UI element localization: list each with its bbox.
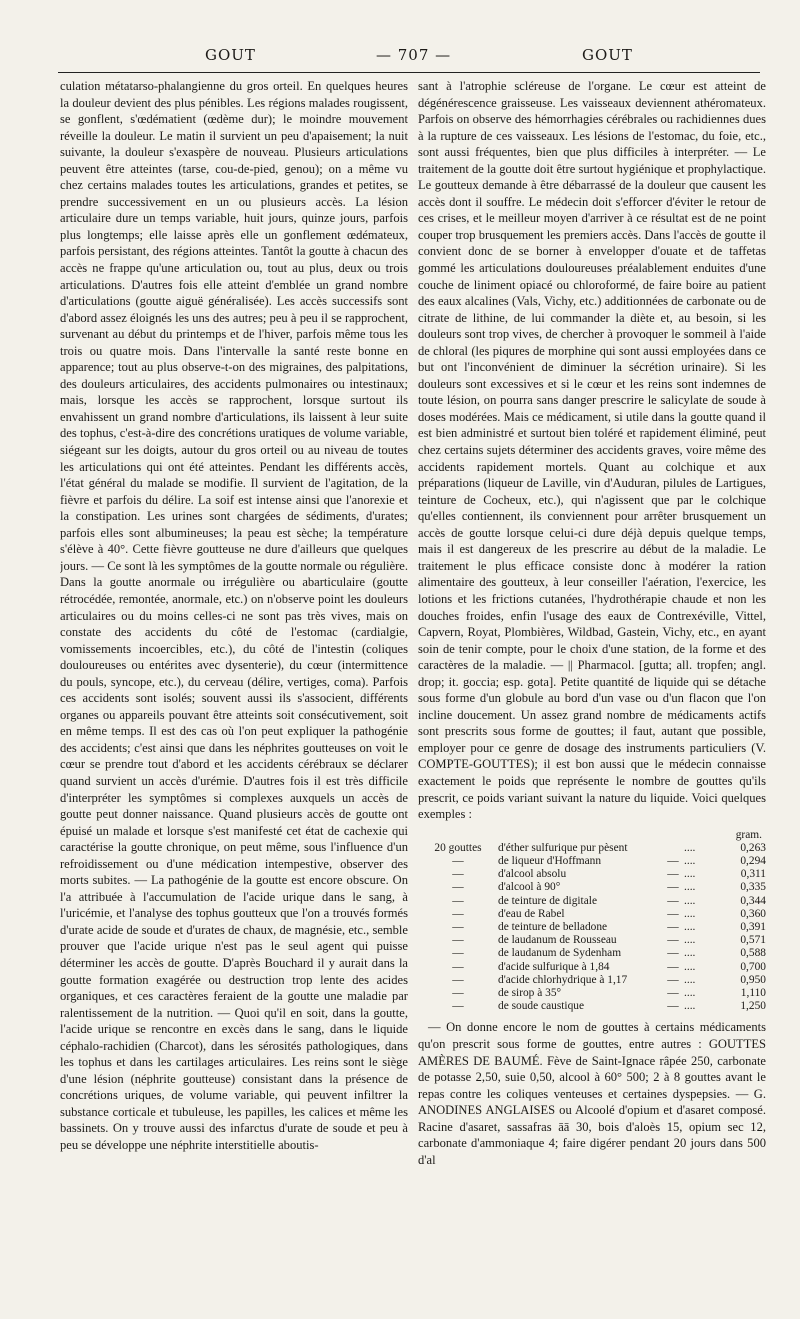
running-head-right: GOUT [582, 46, 633, 64]
drops-row [418, 881, 766, 894]
drops-row-weight: 1,110 [740, 987, 766, 1000]
drops-row-liquid: d'alcool à 90° [498, 881, 561, 894]
drops-row-dots: .... [684, 921, 696, 934]
drops-row-prefix: — [452, 881, 464, 894]
drops-row-dots: .... [684, 947, 696, 960]
drops-row-weight: 0,391 [740, 921, 766, 934]
drops-row [418, 934, 766, 947]
drops-row-dash: — [667, 934, 679, 947]
drops-row-dash: — [667, 960, 679, 973]
drops-row-dash: — [667, 855, 679, 868]
drops-row-weight: 0,588 [740, 947, 766, 960]
drops-row-prefix: — [452, 855, 464, 868]
drops-row [418, 908, 766, 921]
drops-row-liquid: de soude caustique [498, 1000, 585, 1013]
drops-row-dots: .... [684, 868, 696, 881]
drops-row-dash: — [667, 881, 679, 894]
drops-row-liquid: de teinture de belladone [498, 921, 608, 934]
drops-row-dash: — [667, 921, 679, 934]
drops-row-prefix: — [452, 987, 464, 1000]
drops-unit-label: gram. [735, 828, 762, 841]
running-head-left: GOUT [205, 46, 256, 64]
drops-row-weight: 0,950 [740, 973, 766, 986]
drops-row [418, 842, 766, 855]
drops-row-dash: — [667, 868, 679, 881]
drops-row [418, 987, 766, 1000]
drops-row-weight: 0,700 [740, 960, 766, 973]
drops-row-dash: — [667, 894, 679, 907]
drops-row-prefix: — [452, 868, 464, 881]
drops-row-liquid: d'alcool absolu [498, 868, 567, 881]
page-number: — 707 — [376, 46, 452, 64]
drops-row-prefix: — [452, 960, 464, 973]
drops-row-weight: 0,263 [740, 841, 766, 854]
left-column-text: culation métatarso-phalangienne du gros orteil. En quelques heures la douleur devient des plus pénibles. Les régions malades rougissent, se gonflent, s'œdématient (œdème dur); le moindre mouvement réveille la douleur. Le matin il survient un peu d'apaisement; la nuit suivante, la douleur s'exaspère de nouveau. Plusieurs articulations peuvent être atteintes (tarse, cou-de-pied, genou); on a même vu chez certains malades toutes les articulations, grandes et petites, se prendre successivement en un ou plusieurs accès. La lésion articulaire dure un temps variable, huit jours, quinze jours, parfois plus longtemps; elle laisse après elle un gonflement œdémateux, parfois persistant, des régions atteintes. Tantôt la goutte à chacun des accès ne frappe qu'une articulation ou, tout au plus, deux ou trois articulations. D'autres fois elle atteint d'emblée un grand nombre d'articulations (goutte aiguë généralisée). Les accès successifs sont d'abord assez éloignés les uns des autres; peu à peu il se rapprochent, survenant au début du printemps et de l'hiver, parfois même tous les trois ou quatre mois. Dans l'intervalle la santé reste bonne en apparence; tout au plus observe-t-on des migraines, des palpitations, des douleurs articulaires, des accidents pulmonaires ou intestinaux; mais, lorsque les accès se rapprochent, lorsque surtout ils envahissent un grand nombre d'articulations, ils laissent à leur suite des tophus, c'est-à-dire des concrétions uratiques de volume variable, siégeant sur les doigts, autour du gros orteil ou au niveau de toutes les articulations qui ont été atteintes. Pendant les différents accès, l'état général du malade se modifie. Il survient de l'agitation, de la fièvre et parfois du délire. La soif est intense ainsi que l'anorexie et la constipation. Les urines sont chargées de sédiments, d'urates; parfois elles sont albumineuses; la peau est sèche; la température s'élève à 40°. Cette fièvre goutteuse ne dure d'ailleurs que quelques jours. — Ce sont là les symptômes de la goutte normale ou régulière. Dans la goutte anormale ou irrégulière ou abarticulaire (goutte rétrocédée, remontée, anormale, etc.) on n'observe point les douleurs articulaires ou du moins celles-ci ne sont pas très vives, mais on constate des accidents du côté de l'estomac (cardialgie, vomissements incoercibles, etc.), du côté de l'intestin (coliques douloureuses ou entérites avec dysenterie), du cœur (intermittence du pouls, syncope, etc.), du cerveau (délire, vertiges, coma). Parfois ces accidents sont isolés; souvent aussi ils s'associent, différents organes ou appareils pouvant être atteints soit consécutivement, soit en même temps. Il est des cas où l'on peut expliquer la pathogénie des accidents; c'est ainsi que dans les néphrites goutteuses on voit le cœur se prendre tout d'abord et les accidents cérébraux se déclarer quand survient un accès d'urémie. D'autres fois il est très difficile d'interpréter les symptômes si complexes auxquels un accès de goutte peut donner naissance. Quand plusieurs accès de goutte ont épuisé un malade et lorsque s'est manifesté cet état de cachexie qui caractérise la goutte chronique, on peut même, sous l'influence d'un refroidissement ou d'une médication intempestive, observer des morts subites. — La pathogénie de la goutte est encore obscure. On l'a attribuée à l'accumulation de l'acide urique dans le sang, à l'uricémie, et l'analyse des tophus goutteux que l'on a trouvés formés d'urate acide de soude et d'urates de chaux, de magnésie, etc., semble prouver que l'acide urique n'est pas le seul agent qui puisse déterminer les accès de goutte. D'après Bouchard il y aurait dans la goutte formation exagérée ou destruction trop lente des acides organiques, et ces caractères feraient de la goutte une maladie par ralentissement de la nutrition. — Quoi qu'il en soit, dans la goutte, l'acide urique se rencontre en excès dans le sang, dans le liquide céphalo-rachidien (Charcot), dans les sérosités pathologiques, dans les tophus et dans les cartilages articulaires. Les reins sont le siège d'une lésion (néphrite goutteuse) consistant dans la présence de concrétions uriques, de volume variable, qui peuvent infiltrer la substance corticale et tubuleuse, les papilles, les calices et même les bassinets. On y trouve aussi des infarctus d'urate de soude et peu à peu se développe une néphrite interstitielle aboutis- [60, 79, 408, 1152]
drops-weight-table [418, 829, 766, 1014]
drops-row-dots: .... [684, 881, 696, 894]
drops-row [418, 974, 766, 987]
drops-row-dots: .... [684, 855, 696, 868]
drops-row-weight: 1,250 [740, 1000, 766, 1013]
drops-row-dots: .... [684, 841, 696, 854]
header-rule [58, 72, 760, 73]
drops-row-liquid: d'éther sulfurique pur pèsent [498, 841, 628, 854]
drops-row-dots: .... [684, 987, 696, 1000]
drops-row-prefix: 20 gouttes [434, 841, 482, 854]
drops-rows [418, 842, 766, 1014]
drops-row-dash: — [667, 1000, 679, 1013]
drops-row [418, 947, 766, 960]
drops-row [418, 855, 766, 868]
drops-row-liquid: d'acide sulfurique à 1,84 [498, 960, 610, 973]
drops-row [418, 895, 766, 908]
drops-row [418, 921, 766, 934]
drops-row-liquid: de laudanum de Sydenham [498, 947, 622, 960]
drops-row-liquid: de liqueur d'Hoffmann [498, 855, 602, 868]
right-column-text-bottom: — On donne encore le nom de gouttes à certains médicaments qu'on prescrit sous forme de gouttes, entre autres : GOUTTES AMÈRES DE BAUMÉ. Fève de Saint-Ignace râpée 250, carbonate de potasse 2,50, suie 0,50, alcool à 60° 500; 2 à 8 gouttes avant le repas contre les coliques venteuses et certaines dyspepsies. — G. ANODINES ANGLAISES ou Alcoolé d'opium et d'asaret composé. Racine d'asaret, sassafras āā 30, bois d'aloès 15, opium sec 12, carbonate d'ammoniaque 4; faire digérer pendant 20 jours dans 500 d'al [418, 1020, 766, 1167]
drops-row-liquid: d'acide chlorhydrique à 1,17 [498, 973, 628, 986]
drops-row-liquid: de laudanum de Rousseau [498, 934, 617, 947]
drops-row-dash: — [667, 987, 679, 1000]
right-column-text-top: sant à l'atrophie scléreuse de l'organe. Le cœur est atteint de dégénérescence graisseuse. Les vaisseaux deviennent athéromateux. Parfois on observe des hémorrhagies cérébrales ou rachidiennes dues à la rupture de ces vaisseaux. Les lésions de l'estomac, du foie, etc., sont aussi fréquentes, bien que plus difficiles à interpréter. — Le traitement de la goutte doit être surtout hygiénique et prophylactique. Le goutteux demande à être débarrassé de la douleur que causent les accès dont il souffre. Le médecin doit s'efforcer d'éviter le retour de ces crises, et le meilleur moyen d'arriver à ce résultat est de ne point couper trop brusquement les premiers accès. Dans l'accès de goutte il convient donc de se borner à envelopper d'ouate et de taffetas gommé les articulations douloureuses préalablement enduites d'une couche de liniment opiacé ou chloroformé, de faire boire au patient des eaux alcalines (Vals, Vichy, etc.) additionnées de carbonate ou de citrate de lithine, de lui commander la diète et, au besoin, si les douleurs sont trop vives, de chercher à provoquer le sommeil à l'aide de chloral (les piqures de morphine qui sont aussi employées dans ce but ont l'inconvénient de diminuer la sécrétion urinaire). Si les douleurs sont excessives et si le cœur et les reins sont indemnes de toute lésion, on pourra sans danger prescrire le salicylate de soude à doses modérées. Mais ce médicament, si utile dans la goutte quand il est bien administré et surtout bien toléré et rapidement éliminé, peut chez certains sujets déterminer des accidents graves, voire même des accidents rapidement mortels. Quant au colchique et aux préparations (liqueur de Laville, vin d'Auduran, pilules de Lartigues, teinture de Cocheux, etc.), qui n'agissent que par le colchique qu'elles contiennent, ils conviennent pour arrêter brusquement un accès de goutte lorsque celui-ci dure déjà depuis quelque temps, mais il est dangereux de les prescrire au début de la maladie. Le traitement le plus efficace consiste donc à modérer la ration alimentaire des goutteux, à leur conseiller l'aération, l'exercice, les lotions et les frictions cutanées, l'hydrothérapie chaude et non les douches froides, enfin l'usage des eaux de Contrexéville, Vittel, Capvern, Royat, Plombières, Wildbad, Gastein, Vichy, etc., en ayant soin de tenir compte, pour le choix d'une station, de la forme et des caractères de la maladie. — || Pharmacol. [gutta; all. tropfen; angl. drop; it. goccia; esp. gota]. Petite quantité de liquide qui se détache sous forme d'un globule au bord d'un vase ou d'un flacon que l'on incline doucement. Un assez grand nombre de médicaments actifs sont prescrits sous forme de gouttes; il faut, autant que possible, employer pour ce genre de dosage des instruments particuliers (V. COMPTE-GOUTTES); il est bon aussi que le médecin connaisse exactement le poids que représente le nombre de gouttes qu'ils prescrit, ce poids variant suivant la nature du liquide. Voici quelques exemples : [418, 79, 766, 822]
drops-row-weight: 0,311 [740, 868, 766, 881]
drops-row-prefix: — [452, 894, 464, 907]
drops-row-dash: — [667, 907, 679, 920]
drops-row-dash: — [667, 947, 679, 960]
drops-row-weight: 0,344 [740, 894, 766, 907]
drops-row [418, 1000, 766, 1013]
drops-row-prefix: — [452, 973, 464, 986]
drops-row-dots: .... [684, 960, 696, 973]
drops-row-liquid: de sirop à 35° [498, 987, 562, 1000]
drops-row-prefix: — [452, 921, 464, 934]
drops-row-weight: 0,571 [740, 934, 766, 947]
left-column [60, 78, 408, 1308]
drops-row-prefix: — [452, 907, 464, 920]
drops-row-dots: .... [684, 973, 696, 986]
drops-row-weight: 0,294 [740, 855, 766, 868]
drops-row [418, 961, 766, 974]
drops-row-dash: — [667, 973, 679, 986]
drops-row-prefix: — [452, 1000, 464, 1013]
drops-row [418, 868, 766, 881]
drops-row-dots: .... [684, 934, 696, 947]
drops-row-liquid: d'eau de Rabel [498, 907, 565, 920]
drops-row-dots: .... [684, 894, 696, 907]
drops-row-weight: 0,360 [740, 907, 766, 920]
right-column [418, 78, 766, 1308]
drops-row-dots: .... [684, 907, 696, 920]
drops-row-prefix: — [452, 947, 464, 960]
drops-row-liquid: de teinture de digitale [498, 894, 597, 907]
drops-row-dash [662, 842, 684, 855]
drops-row-weight: 0,335 [740, 881, 766, 894]
drops-row-prefix: — [452, 934, 464, 947]
drops-row-dots: .... [684, 1000, 696, 1013]
